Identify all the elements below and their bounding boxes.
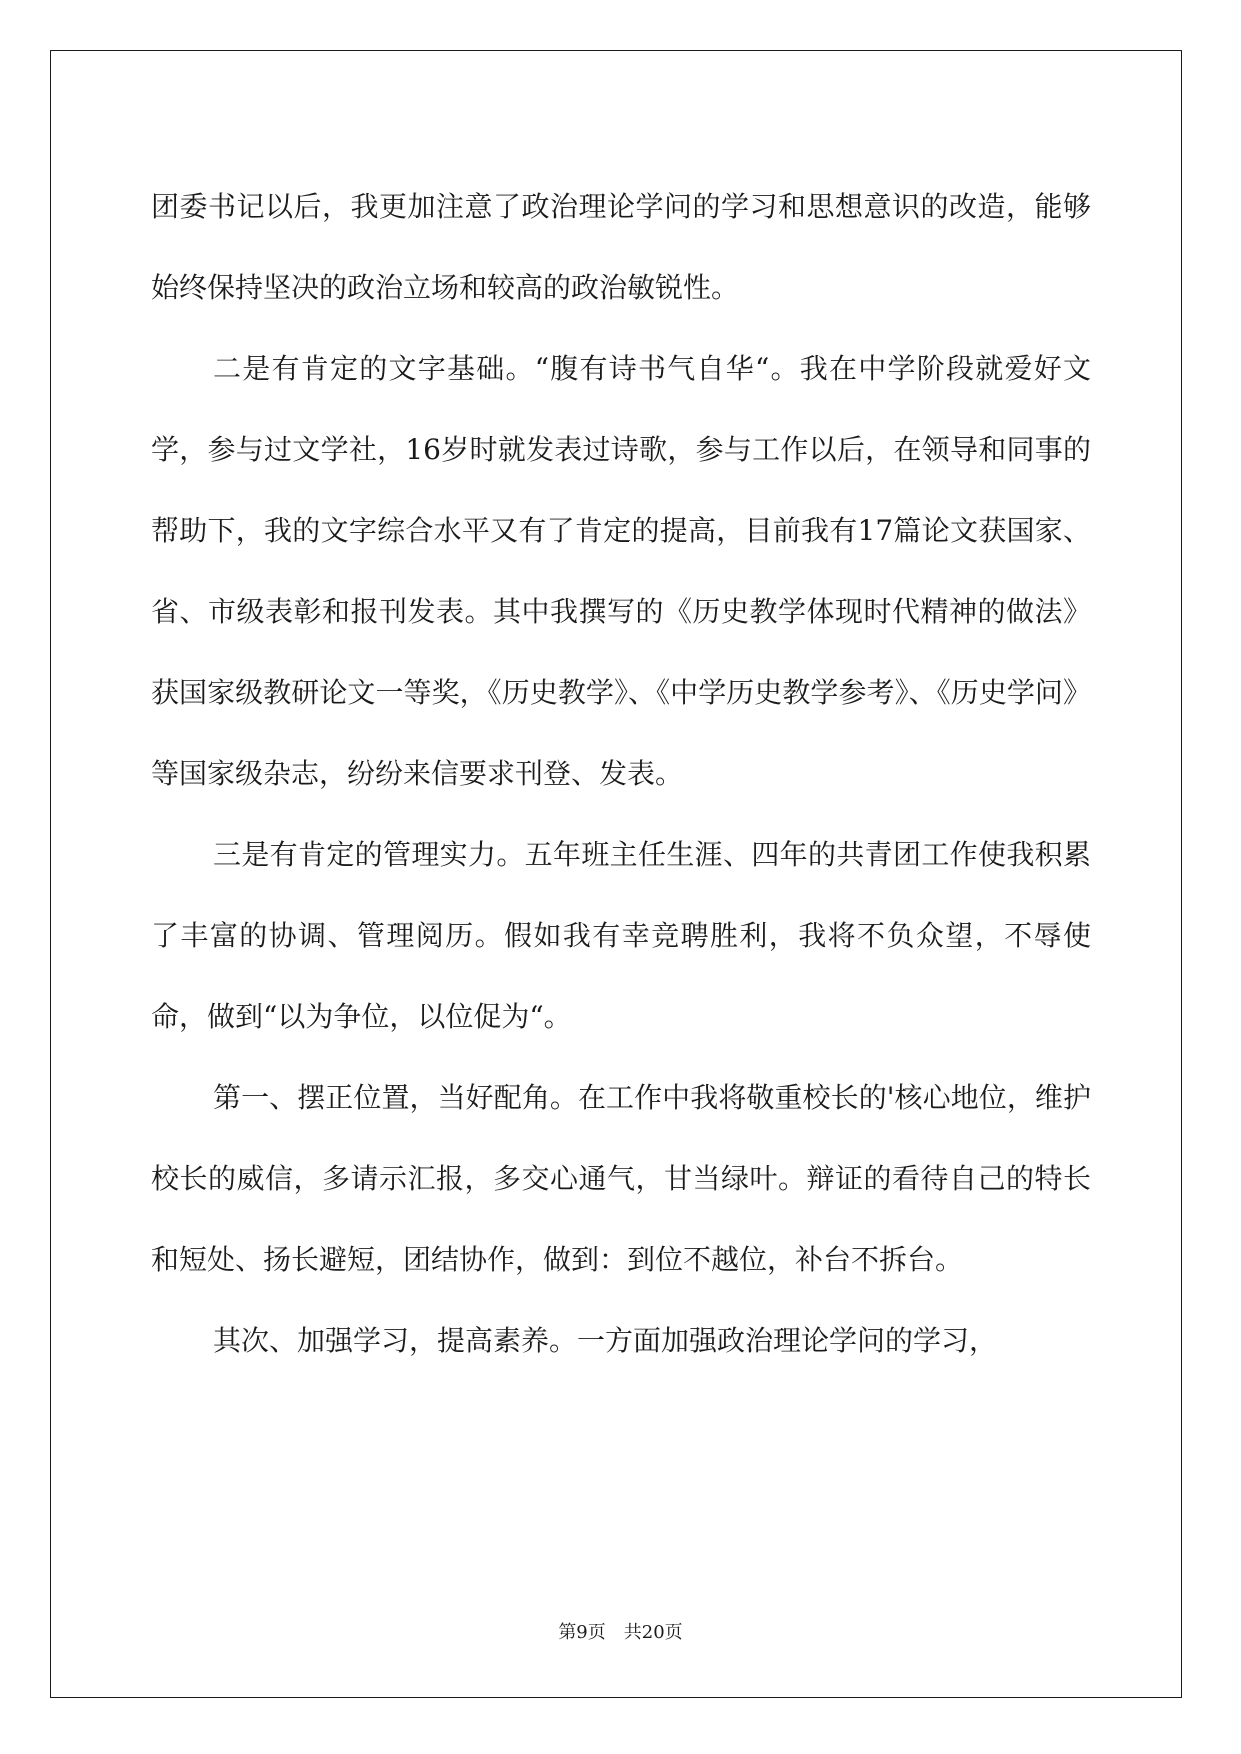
paragraph-3: 三是有肯定的管理实力。五年班主任生涯、四年的共青团工作使我积累了丰富的协调、管理阅历。假如我有幸竞聘胜利，我将不负众望，不辱使命，做到“以为争位，以位促为“。 bbox=[151, 838, 1091, 1033]
document-body bbox=[151, 166, 1091, 1381]
paragraph-4: 第一、摆正位置，当好配角。在工作中我将敬重校长的'核心地位，维护校长的威信，多请示汇报，多交心通气，甘当绿叶。辩证的看待自己的特长和短处、扬长避短，团结协作，做到：到位不越位，补台不拆台。 bbox=[151, 1081, 1091, 1276]
paragraph-5: 其次、加强学习，提高素养。一方面加强政治理论学问的学习， bbox=[213, 1324, 998, 1357]
paragraph-1: 团委书记以后，我更加注意了政治理论学问的学习和思想意识的改造，能够始终保持坚决的政治立场和较高的政治敏锐性。 bbox=[151, 190, 1091, 304]
page-number-footer: 第9页 共20页 bbox=[558, 1622, 683, 1643]
paragraph-2: 二是有肯定的文字基础。“腹有诗书气自华“。我在中学阶段就爱好文学，参与过文学社，16岁时就发表过诗歌，参与工作以后，在领导和同事的帮助下，我的文字综合水平又有了肯定的提高，目前我有17篇论文获国家、省、市级表彰和报刊发表。其中我撰写的《历史教学体现时代精神的做法》获国家级教研论文一等奖，《历史教学》、《中学历史教学参考》、《历史学问》等国家级杂志，纷纷来信要求刊登、发表。 bbox=[151, 352, 1091, 790]
